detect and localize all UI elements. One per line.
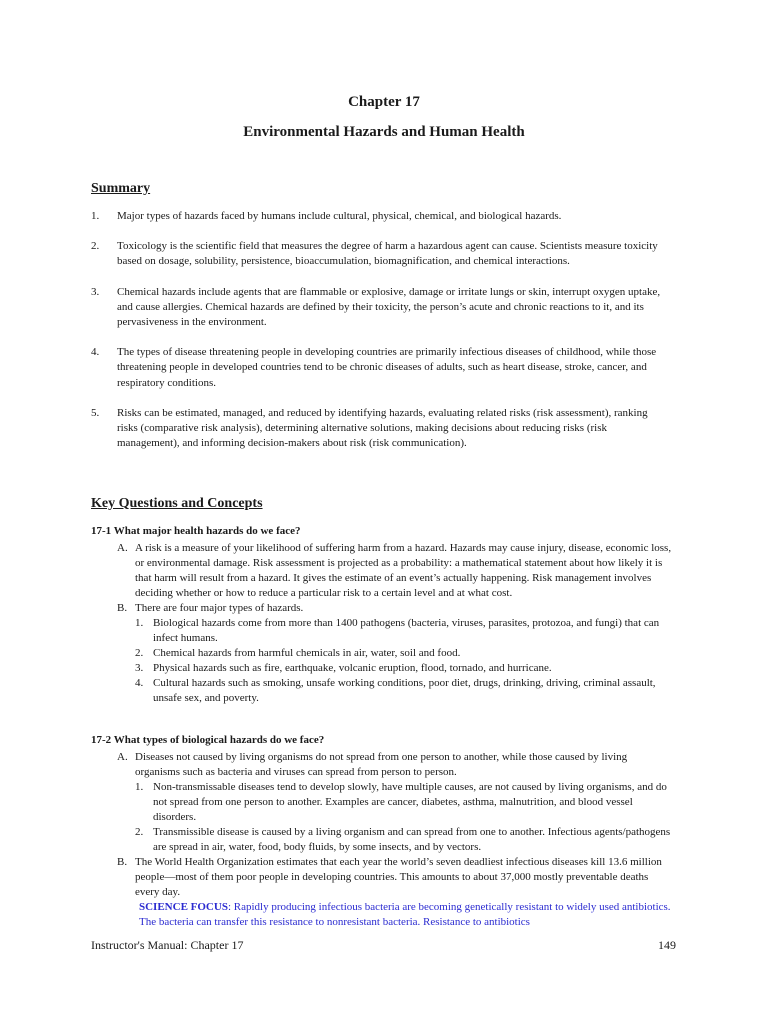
sub-list-item: [135, 825, 673, 855]
summary-item-text: Chemical hazards include agents that are flammable or explosive, damage or irritate lungs or skin, interrupt oxygen uptake, and cause allergies. Chemical hazards are defined by their toxicity, the person’s acute and chronic reactions to it, and its pervasiveness in the environment.: [117, 285, 661, 329]
chapter-title: Environmental Hazards and Human Health: [243, 124, 525, 140]
key-questions-heading: Key Questions and Concepts: [91, 496, 263, 511]
sub-list-item: [135, 661, 673, 676]
summary-item-text: Toxicology is the scientific field that measures the degree of harm a hazardous agent can cause. Scientists measure toxicity based on dosage, solubility, persistence, bioaccumulation, biomagnification, and chemical interactions.: [117, 240, 658, 268]
summary-item-text: Major types of hazards faced by humans include cultural, physical, chemical, and biological hazards.: [117, 210, 562, 222]
summary-item-text: The types of disease threatening people in developing countries are primarily infectious diseases of childhood, while those threatening people in developed countries tend to be chronic diseases of adults, such as heart disease, stroke, cancer, and respiratory conditions.: [117, 346, 657, 389]
sub-list-number: 1.: [135, 781, 144, 793]
summary-item-number: 4.: [91, 346, 100, 359]
footer-manual-title: Instructor's Manual: Chapter 17: [91, 938, 244, 952]
summary-list: [91, 209, 666, 451]
summary-item: [91, 345, 666, 391]
question-heading: 17-1 What major health hazards do we face?: [91, 525, 301, 537]
sub-list-text: Chemical hazards from harmful chemicals in air, water, soil and food.: [153, 647, 461, 659]
sub-list-number: 2.: [135, 647, 144, 659]
outline-item: [117, 601, 673, 616]
outline-item: [117, 750, 673, 780]
outline-marker: B.: [117, 856, 128, 868]
footer-page-number: 149: [658, 938, 676, 952]
outline-marker: B.: [117, 602, 128, 614]
sub-list-text: Biological hazards come from more than 1400 pathogens (bacteria, viruses, parasites, protozoa, and fungi) that can infect humans.: [153, 617, 660, 644]
outline-text: The World Health Organization estimates that each year the world’s seven deadliest infectious diseases kill 13.6 million people—most of them poor people in developing countries. This amounts to about 37,000 mostly preventable deaths every day.: [135, 856, 662, 898]
sub-list-text: Cultural hazards such as smoking, unsafe working conditions, poor diet, drugs, drinking, driving, criminal assault, unsafe sex, and poverty.: [153, 677, 656, 704]
question-body: [117, 750, 673, 930]
outline-text: A risk is a measure of your likelihood of suffering harm from a hazard. Hazards may cause injury, disease, economic loss, or environmental damage. Risk assessment is projected as a probability: a mathematical statement about how likely it is that harm will result from a hazard. It gives the estimate of an event’s actually happening. Risk management involves deciding whether or how to reduce a particular risk to a certain level and at what cost.: [135, 542, 672, 599]
summary-item: [91, 239, 666, 269]
sub-list-text: Physical hazards such as fire, earthquake, volcanic eruption, flood, tornado, and hurricane.: [153, 662, 552, 674]
science-focus-note: [117, 900, 673, 930]
sub-list-text: Transmissible disease is caused by a living organism and can spread from one to another. Infectious agents/pathogens are spread in air, water, food, body fluids, by some insects, and by vectors.: [153, 826, 671, 853]
summary-item: [91, 209, 666, 224]
outline-marker: A.: [117, 751, 128, 763]
sub-list-number: 3.: [135, 662, 144, 674]
summary-item-number: 1.: [91, 210, 100, 222]
science-focus-label: SCIENCE FOCUS: [139, 901, 228, 913]
outline-text: Diseases not caused by living organisms do not spread from one person to another, while those caused by living organisms such as bacteria and viruses can spread from person to person.: [135, 751, 628, 778]
summary-item: [91, 285, 666, 331]
sub-list-item: [135, 646, 673, 661]
summary-item-number: 5.: [91, 406, 100, 419]
summary-item-number: 3.: [91, 285, 100, 298]
sub-list-item: [135, 676, 673, 706]
sub-list-item: [135, 780, 673, 825]
sub-list-number: 1.: [135, 617, 144, 629]
question-body: [117, 541, 673, 706]
outline-item: [117, 541, 673, 601]
sub-list-number: 2.: [135, 826, 144, 838]
outline-item: [117, 855, 673, 900]
sub-list: [117, 616, 673, 706]
question-heading: 17-2 What types of biological hazards do we face?: [91, 734, 325, 746]
sub-list: [117, 780, 673, 855]
outline-marker: A.: [117, 542, 128, 554]
science-focus-text: : Rapidly producing infectious bacteria are becoming genetically resistant to widely used antibiotics. The bacteria can transfer this resistance to nonresistant bacteria. Resistance to antibiotics: [139, 901, 671, 928]
sub-list-text: Non-transmissable diseases tend to develop slowly, have multiple causes, are not caused by living organisms, and do not spread from one person to another. Examples are cancer, diabetes, asthma, malnutrition, and blood vessel disorders.: [153, 781, 667, 823]
summary-item: [91, 406, 666, 452]
summary-item-number: 2.: [91, 240, 100, 253]
chapter-number: Chapter 17: [348, 94, 420, 110]
outline-text: There are four major types of hazards.: [135, 602, 304, 614]
summary-item-text: Risks can be estimated, managed, and reduced by identifying hazards, evaluating related risks (risk assessment), ranking risks (comparative risk analysis), determining alternative solutions, making decisions about reducing risks (risk management), and informing decision-makers about risk (risk communication).: [117, 406, 648, 450]
summary-heading: Summary: [91, 181, 151, 196]
sub-list-number: 4.: [135, 677, 144, 689]
sub-list-item: [135, 616, 673, 646]
